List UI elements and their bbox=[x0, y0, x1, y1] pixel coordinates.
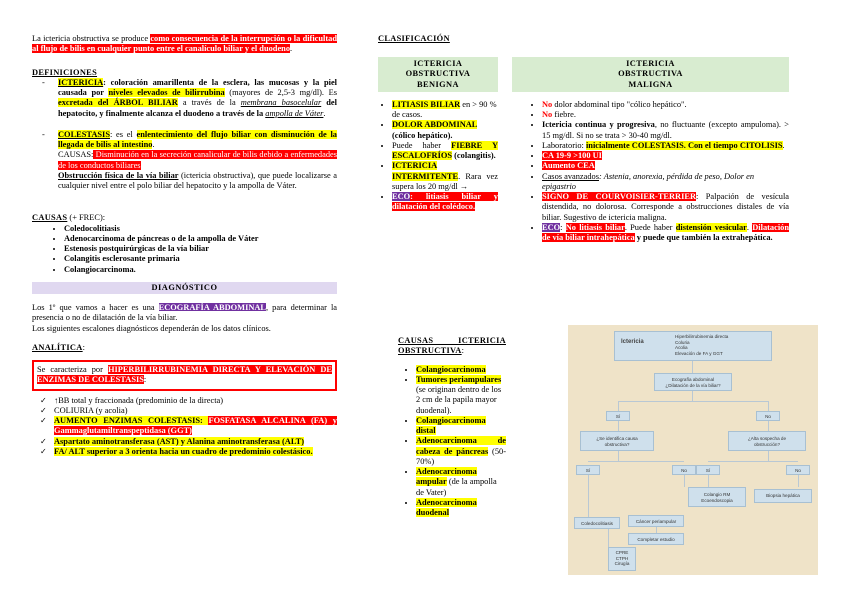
maligna-i3a: Ictericia continua y progresiva bbox=[542, 120, 655, 130]
flow-detail: Elevación de FA y GGT bbox=[675, 350, 723, 356]
clasificacion-heading: CLASIFICACIÓN bbox=[378, 34, 450, 43]
benigna-i3c: (colangitis). bbox=[452, 151, 496, 160]
colestasis-obstruccion bbox=[58, 171, 337, 192]
flow-ictericia-box bbox=[614, 331, 772, 361]
benigna-i4b: . Rara vez supera los 20 mg/dl → bbox=[392, 171, 498, 191]
flow-cprm-1: Colangio RM bbox=[703, 492, 731, 497]
ictericia-t1: : coloración amarillenta de la esclera, las mucosas y la piel causada por bbox=[58, 77, 337, 97]
flow-si2-box: Sí bbox=[576, 465, 600, 475]
maligna-column bbox=[512, 57, 789, 243]
list-item bbox=[392, 120, 498, 141]
list-item bbox=[416, 416, 506, 437]
causas-obs-i2b: (se originan dentro de los 2 cm de la papila mayor duodenal). bbox=[416, 385, 502, 415]
flow-connector bbox=[588, 475, 589, 517]
flow-q2-box bbox=[728, 431, 806, 451]
flow-connector bbox=[692, 391, 693, 401]
ictericia-t3: (mayores de 2,5-3 mg/dl). Es bbox=[224, 88, 338, 97]
list-item bbox=[40, 396, 337, 406]
benigna-i4a: ICTERICIA INTERMITENTE bbox=[392, 161, 459, 181]
def-colestasis-text bbox=[58, 130, 337, 151]
ictericia-t4: excretada del ÁRBOL BILIAR bbox=[58, 98, 178, 108]
def-ictericia-text bbox=[58, 78, 337, 119]
check-text: Aspartato aminotransferasa (AST) y Alanina aminotransferasa (ALT) bbox=[54, 436, 305, 446]
flow-biopsia-box: Biopsia hepática bbox=[754, 489, 812, 503]
list-item bbox=[40, 416, 337, 437]
maligna-i3b: , no fluctuante (excepto ampuloma). > 15 mg/dl. Si no se trata > 30-40 mg/dl. bbox=[542, 120, 789, 140]
flowchart-figure bbox=[568, 325, 818, 575]
maligna-i1a: No bbox=[542, 99, 553, 109]
maligna-i7b: : Astenia, anorexia, pérdida de peso, Dolor en epigastrio bbox=[542, 171, 755, 191]
list-item bbox=[542, 110, 789, 120]
causas-list bbox=[32, 224, 337, 275]
list-item bbox=[416, 498, 506, 519]
list-item bbox=[392, 141, 498, 162]
flow-cancer-box: Cáncer periampular bbox=[628, 515, 684, 527]
flow-detail: Coluria bbox=[675, 339, 690, 345]
list-item bbox=[542, 120, 789, 141]
analitica-heading: ANALÍTICA bbox=[32, 342, 83, 352]
maligna-i9f: . bbox=[746, 222, 753, 232]
analitica-checklist bbox=[32, 396, 337, 458]
intro-text: La ictericia obstructiva se produce bbox=[32, 34, 151, 43]
diag-p1c: , para determinar la presencia o no de dilatación de la vía biliar. bbox=[32, 303, 337, 323]
flow-si-box: Sí bbox=[606, 411, 630, 421]
list-item: • Estenosis postquirúrgicas de la vía biliar bbox=[64, 244, 337, 254]
causas-obstructiva bbox=[398, 336, 506, 518]
definiciones-heading: DEFINICIONES bbox=[32, 67, 98, 77]
obstruccion-term: Obstrucción física de la vía biliar bbox=[58, 170, 179, 180]
maligna-header bbox=[512, 57, 789, 92]
check-text: COLIURIA (y acolia) bbox=[54, 405, 128, 415]
ictericia-t2: niveles elevados de bilirrubina bbox=[108, 88, 225, 97]
causas-label: CAUSAS: bbox=[58, 150, 94, 160]
intro-period: . bbox=[290, 44, 293, 54]
maligna-i4b: inicialmente COLESTASIS. Con el tiempo CITOLISIS bbox=[585, 140, 783, 150]
ictericia-t9: . bbox=[323, 108, 326, 118]
flow-cprm-2: Ecoendoscopia bbox=[701, 497, 733, 503]
causas-obs-i1: Colangiocarcinoma bbox=[416, 364, 486, 374]
analitica-heading-line bbox=[32, 343, 337, 353]
diagnostico-bar: DIAGNÓSTICO bbox=[32, 282, 337, 294]
list-item bbox=[542, 172, 789, 193]
causas-heading: CAUSAS bbox=[32, 213, 68, 223]
ecografia-highlight: ECOGRAFÍA ABDOMINAL bbox=[158, 303, 267, 312]
maligna-i9g: Dilatación de vía biliar intrahepática bbox=[542, 222, 790, 242]
maligna-list bbox=[512, 100, 789, 244]
flow-q1-2: obstructiva? bbox=[604, 441, 630, 447]
list-item bbox=[40, 447, 337, 457]
causas-heading-line bbox=[32, 213, 337, 223]
list-item bbox=[542, 100, 789, 110]
causas-obs-i6: Adenocarcinoma duodenal bbox=[416, 497, 477, 517]
list-item: • Colangitis esclerosante primaria bbox=[64, 254, 337, 264]
left-column bbox=[32, 34, 337, 457]
flow-connector bbox=[618, 401, 768, 402]
flow-cprm-box bbox=[688, 487, 746, 507]
causas-obs-i3: Colangiocarcinoma distal bbox=[416, 415, 486, 435]
benigna-title-2: OBSTRUCTIVA bbox=[405, 69, 471, 79]
flow-cpre-3: Cirugía bbox=[614, 561, 630, 566]
flow-q1-box bbox=[580, 431, 654, 451]
maligna-i5: CA 19-9 >100 UI bbox=[542, 151, 602, 160]
flow-q2-2: obstrucción? bbox=[753, 441, 781, 447]
ictericia-t8: ampolla de Váter bbox=[265, 108, 324, 118]
box-text-c: : bbox=[143, 375, 147, 385]
benigna-list bbox=[378, 100, 498, 213]
flow-si3-box: Sí bbox=[696, 465, 720, 475]
benigna-i1b: en > 90 % de casos. bbox=[392, 99, 497, 119]
dash-marker: - bbox=[42, 77, 45, 87]
list-item bbox=[542, 151, 789, 161]
flow-eco-2: ¿Dilatación de la vía biliar? bbox=[665, 382, 721, 388]
flow-completar-box: Completar estudio bbox=[628, 533, 684, 545]
def-colestasis bbox=[32, 130, 337, 192]
colestasis-t1: : es el bbox=[109, 129, 137, 139]
maligna-i9b: : bbox=[560, 222, 566, 232]
causas-obs-colon: : bbox=[461, 346, 464, 356]
flow-cpre-box bbox=[608, 547, 636, 571]
maligna-i9a: ECO bbox=[542, 222, 561, 232]
flow-connector bbox=[618, 401, 619, 411]
causas-obs-i5b: (de la ampolla de Vater) bbox=[416, 477, 497, 497]
check-highlight-red: FOSFATASA ALCALINA (FA) y Gammaglutamiltranspeptidasa (GGT) bbox=[54, 416, 337, 436]
flow-detail: Acolia bbox=[675, 345, 688, 350]
maligna-i9d: . Puede haber bbox=[624, 222, 676, 232]
ictericia-t6: membrana basocelular bbox=[240, 98, 322, 108]
list-item bbox=[392, 100, 498, 121]
term-colestasis: COLESTASIS bbox=[58, 129, 110, 139]
benigna-i5b: : litiasis biliar y dilatación del colédoco. bbox=[392, 192, 498, 212]
causas-suffix: (+ FREC): bbox=[67, 213, 106, 223]
analitica-box bbox=[32, 360, 337, 391]
causas-red: Disminución en la secreción canalicular de bilis debido a enfermedades de los conductos biliares bbox=[58, 150, 337, 170]
diag-p1a: Los 1º que vamos a hacer es una bbox=[32, 303, 159, 312]
flow-ictericia-details bbox=[675, 334, 728, 356]
list-item bbox=[416, 375, 506, 416]
box-text-a: Se caracteriza por bbox=[37, 365, 108, 374]
maligna-title-2: OBSTRUCTIVA bbox=[618, 69, 683, 79]
colestasis-t3: . bbox=[152, 140, 155, 149]
intro-paragraph bbox=[32, 34, 337, 55]
flow-coledocolitiasis-box: Coledocolitiasis bbox=[574, 517, 620, 529]
causas-obs-i2a: Tumores periampulares bbox=[416, 374, 502, 384]
flow-cpre-1: CPRE bbox=[615, 550, 629, 555]
causas-obs-list bbox=[398, 365, 506, 519]
maligna-i4c: . bbox=[782, 140, 785, 150]
maligna-i8b: : Palpación de vesícula distendida, no dolorosa. Corresponde a obstrucciones distales de vía biliar. Sugestivo de ictericia maligna. bbox=[542, 192, 789, 222]
maligna-i8a: SIGNO DE COURVOISIER-TERRIER bbox=[542, 192, 697, 201]
benigna-column bbox=[378, 57, 498, 213]
maligna-title-3: MALIGNA bbox=[628, 79, 673, 89]
list-item bbox=[542, 192, 789, 223]
flow-connector bbox=[708, 475, 709, 487]
box-highlight: HIPERBILIRRUBINEMIA DIRECTA Y ELEVACIÓN DE ENZIMAS DE COLESTASIS bbox=[37, 365, 332, 385]
maligna-title-1: ICTERICIA bbox=[626, 59, 675, 68]
list-item bbox=[542, 223, 789, 244]
colestasis-t2: enlentecimiento del flujo biliar con disminución de la llegada de bilis al intestino bbox=[58, 129, 337, 149]
flow-connector bbox=[708, 461, 798, 462]
maligna-i4a: Laboratorio: bbox=[542, 140, 586, 150]
flow-connector bbox=[588, 461, 684, 462]
causas-obs-i4b: (50-70%) bbox=[416, 446, 506, 466]
analitica-colon: : bbox=[82, 342, 85, 352]
list-item bbox=[392, 192, 498, 213]
flow-eco-1: Ecografía abdominal bbox=[671, 377, 715, 382]
maligna-i2b: fiebre. bbox=[552, 110, 576, 119]
causas-obs-i5a: Adenocarcinoma ampular bbox=[416, 467, 477, 487]
benigna-i3a: Puede haber bbox=[392, 140, 452, 150]
ictericia-t5: a través de la bbox=[177, 98, 241, 108]
flow-connector bbox=[618, 451, 619, 461]
maligna-i9c: No litiasis biliar bbox=[565, 222, 625, 232]
flow-no-box: No bbox=[756, 411, 780, 421]
benigna-title-1: ICTERICIA bbox=[413, 59, 463, 68]
benigna-i2a: DOLOR ABDOMINAL bbox=[392, 120, 477, 130]
flow-connector bbox=[618, 421, 619, 431]
flow-connector bbox=[768, 451, 769, 461]
maligna-i1b: dolor abdominal tipo "cólico hepático". bbox=[552, 99, 687, 109]
check-text: AUMENTO ENZIMAS COLESTASIS: bbox=[54, 416, 209, 425]
flow-no2-box: No bbox=[672, 465, 696, 475]
benigna-header bbox=[378, 57, 498, 92]
list-item: • Adenocarcinoma de páncreas o de la ampolla de Váter bbox=[64, 234, 337, 244]
maligna-i2a: No bbox=[542, 110, 553, 119]
list-item bbox=[542, 141, 789, 151]
list-item bbox=[392, 161, 498, 192]
causas-obs-heading-line bbox=[398, 336, 506, 357]
colestasis-causas bbox=[58, 150, 337, 171]
flow-connector bbox=[768, 421, 769, 431]
maligna-i9e: distensión vesicular bbox=[675, 222, 747, 232]
check-text: FA/ ALT superior a 3 orienta hacia un cuadro de predominio colestásico. bbox=[54, 446, 313, 456]
flow-connector bbox=[684, 475, 685, 487]
dash-marker: - bbox=[42, 129, 45, 139]
list-item bbox=[40, 437, 337, 447]
list-item bbox=[416, 436, 506, 467]
benigna-i1a: LITIASIS BILIAR bbox=[392, 99, 461, 109]
maligna-i9h: y puede que también la extrahepática. bbox=[634, 233, 773, 242]
term-ictericia: ICTERICIA bbox=[58, 77, 104, 87]
check-text: ↑BB total y fraccionada (predominio de la directa) bbox=[54, 395, 224, 405]
def-ictericia bbox=[32, 78, 337, 119]
flow-eco-box bbox=[654, 373, 732, 391]
flow-connector bbox=[798, 475, 799, 487]
causas-obs-i4a: Adenocarcinoma de cabeza de páncreas bbox=[416, 436, 506, 456]
maligna-i7a: Casos avanzados bbox=[542, 171, 599, 181]
list-item bbox=[416, 467, 506, 498]
benigna-i2b: (cólico hepático). bbox=[392, 130, 453, 140]
list-item: • Colangiocarcinoma. bbox=[64, 265, 337, 275]
flow-q1-1: ¿Se identifica causa bbox=[596, 436, 638, 441]
flow-connector bbox=[768, 401, 769, 411]
list-item bbox=[40, 406, 337, 416]
diagnostico-p1 bbox=[32, 303, 337, 324]
flow-q2-1: ¿Alta sospecha de bbox=[747, 436, 787, 441]
obstruccion-text: (ictericia obstructiva), que puede localizarse a cualquier nivel entre el polo biliar del hepatocito y la ampolla de Váter. bbox=[58, 170, 337, 190]
diagnostico-p2: Los siguientes escalones diagnósticos dependerán de los datos clínicos. bbox=[32, 323, 271, 333]
benigna-title-3: BENIGNA bbox=[417, 79, 459, 89]
ictericia-t7: del hepatocito, y finalmente alcanza el duodeno a través de la bbox=[58, 98, 337, 118]
flow-connector bbox=[692, 361, 693, 373]
flow-no3-box: No bbox=[786, 465, 810, 475]
causas-obs-heading: CAUSAS ICTERICIA OBSTRUCTIVA bbox=[398, 336, 506, 356]
flow-ictericia-label: Ictericia bbox=[621, 339, 644, 345]
maligna-i6: Aumento CEA bbox=[542, 161, 595, 171]
list-item bbox=[416, 365, 506, 375]
list-item bbox=[542, 161, 789, 171]
intro-highlight: como consecuencia de la interrupción o la dificultad al flujo de bilis en cualquier punto entre el canalículo biliar y el duodeno bbox=[32, 34, 338, 54]
flow-cpre-2: CTPH bbox=[615, 555, 629, 561]
list-item: • Coledocolitiasis bbox=[64, 224, 337, 234]
benigna-i3b: FIEBRE Y ESCALOFRÍOS bbox=[392, 140, 498, 160]
flow-detail: Hiperbilirrubinemia directa bbox=[675, 334, 729, 339]
benigna-i5a: ECO bbox=[392, 192, 411, 201]
